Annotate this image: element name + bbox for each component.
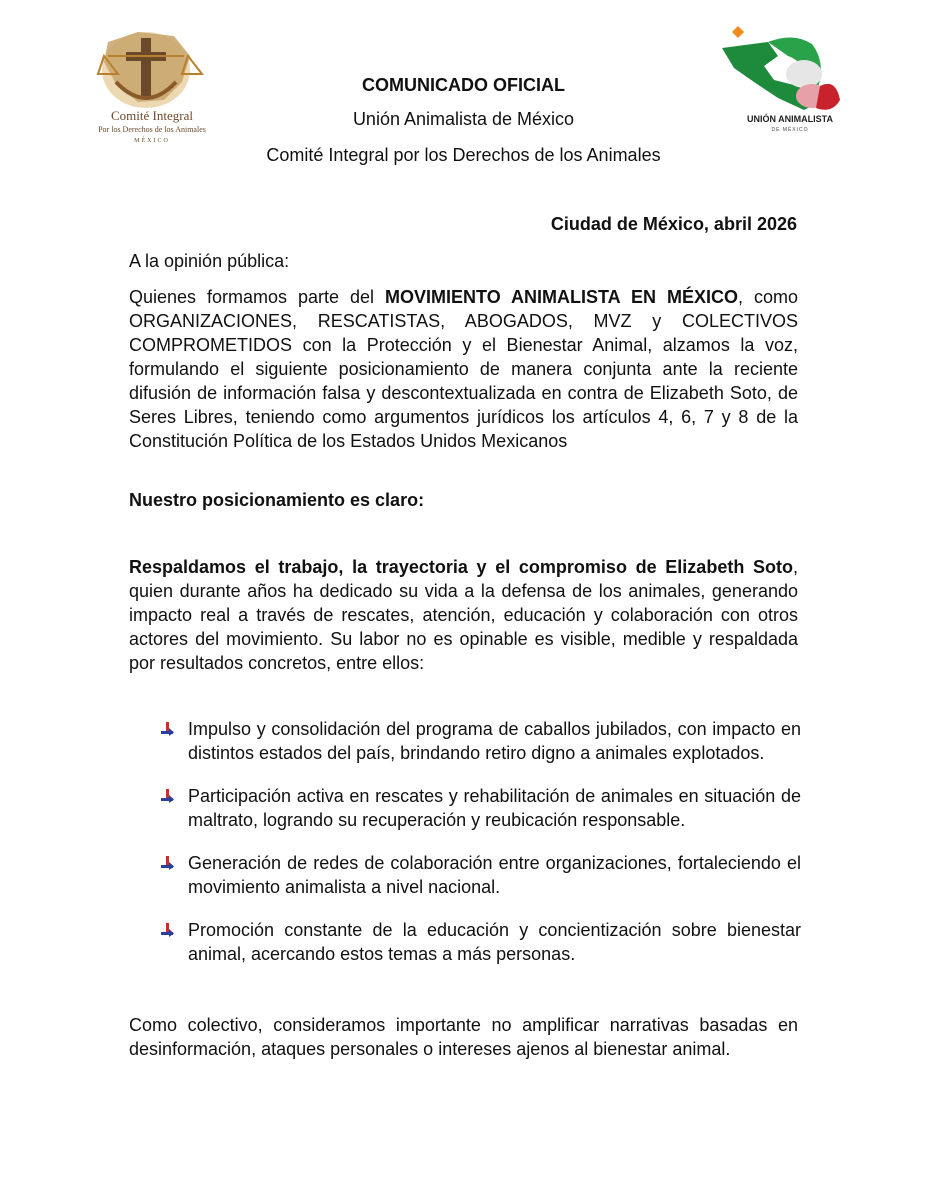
- bullet-arrow-icon: [161, 722, 175, 736]
- achievement-text: Impulso y consolidación del programa de caballos jubilados, con impacto en distintos estados del país, brindando retiro digno a animales explotados.: [188, 719, 801, 763]
- position-heading: Nuestro posicionamiento es claro:: [129, 490, 425, 510]
- logo-right-line2: DE MÉXICO: [771, 127, 809, 133]
- support-text-bold: Respaldamos el trabajo, la trayectoria y el compromiso de Elizabeth Soto: [129, 557, 793, 577]
- bullet-arrow-icon: [161, 856, 175, 870]
- achievement-text: Generación de redes de colaboración entre organizaciones, fortaleciendo el movimiento animalista a nivel nacional.: [188, 853, 801, 897]
- dateline: Ciudad de México, abril 2026: [550, 214, 797, 234]
- achievement-item: [161, 717, 801, 765]
- bullet-arrow-icon: [161, 789, 175, 803]
- intro-text-pre: Quienes formamos parte del: [129, 287, 386, 307]
- closing-paragraph: Como colectivo, consideramos importante no amplificar narrativas basadas en desinformación, ataques personales o intereses ajenos al bienestar animal.: [129, 1015, 798, 1059]
- intro-paragraph: [129, 285, 798, 453]
- support-text-rest: , quien durante años ha dedicado su vida a la defensa de los animales, generando impacto real a través de rescates, atención, educación y colaboración con otros actores del movimiento. Su labor no es opinable es visible, medible y respaldada por resultados concretos, entre ellos:: [129, 557, 798, 673]
- achievement-text: Promoción constante de la educación y concientización sobre bienestar animal, acercando estos temas a más personas.: [188, 920, 801, 964]
- bullet-arrow-icon: [161, 923, 175, 937]
- achievement-item: [161, 784, 801, 832]
- intro-text-bold: MOVIMIENTO ANIMALISTA EN MÉXICO: [385, 287, 738, 307]
- salutation: A la opinión pública:: [129, 251, 290, 271]
- support-paragraph: [129, 555, 798, 675]
- achievement-text: Participación activa en rescates y rehabilitación de animales en situación de maltrato, logrando su recuperación y reubicación responsable.: [188, 786, 801, 830]
- logo-right-line1: UNIÓN ANIMALISTA: [747, 114, 833, 124]
- achievement-item: [161, 851, 801, 899]
- organization-name: Unión Animalista de México: [352, 109, 575, 129]
- logo-left-line3: MÉXICO: [134, 138, 170, 144]
- logo-left-line1: Comité Integral: [111, 108, 193, 123]
- achievement-item: [161, 918, 801, 966]
- document-title: COMUNICADO OFICIAL: [362, 75, 565, 95]
- committee-name: Comité Integral por los Derechos de los Animales: [266, 145, 661, 165]
- logo-left-line2: Por los Derechos de los Animales: [98, 125, 206, 134]
- intro-text-post: , como ORGANIZACIONES, RESCATISTAS, ABOGADOS, MVZ y COLECTIVOS COMPROMETIDOS con la Protección y el Bienestar Animal, alzamos la voz, formulando el siguiente posicionamiento de manera conjunta ante la reciente difusión de información falsa y descontextualizada en contra de Elizabeth Soto, de Seres Libres, teniendo como argumentos jurídicos los artículos 4, 6, 7 y 8 de la Constitución Política de los Estados Unidos Mexicanos: [129, 287, 798, 451]
